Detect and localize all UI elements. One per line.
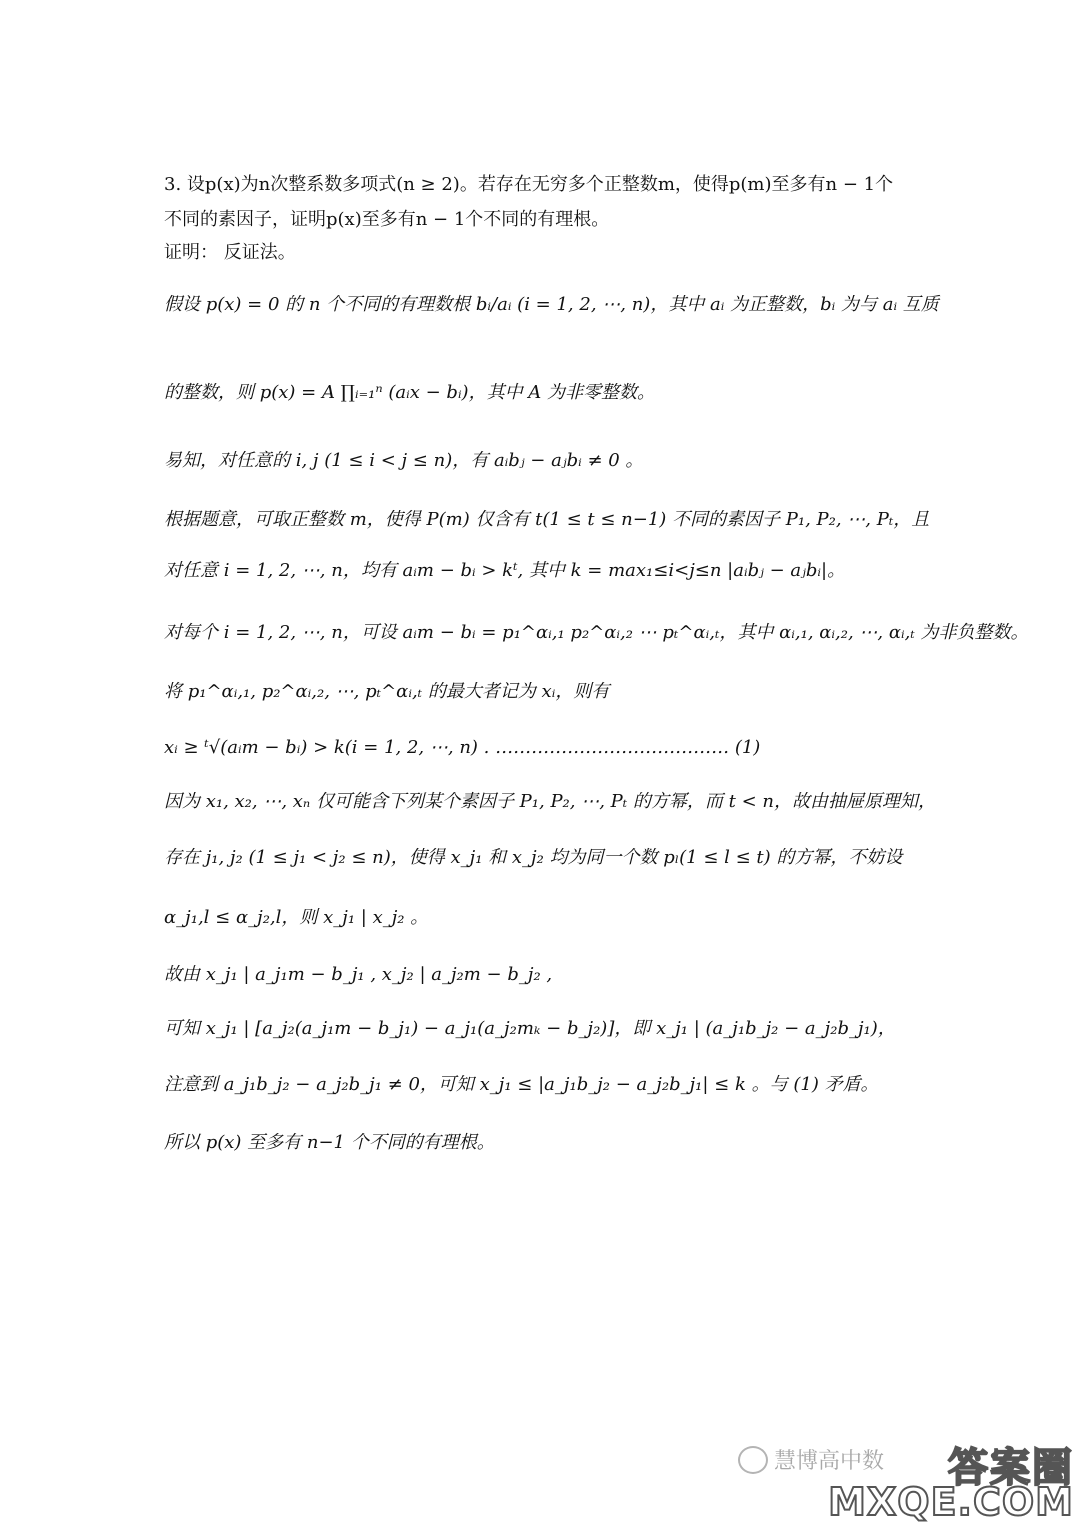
problem-statement-line-1: 3. 设p(x)为n次整系数多项式(n ≥ 2)。若存在无穷多个正整数m，使得p(m)至多有n − 1个 [164, 174, 894, 195]
proof-line-bound: 对任意 i = 1, 2, ⋯, n，均有 aᵢm − bᵢ > kᵗ, 其中 k = max₁≤i<j≤n |aᵢbⱼ − aⱼbᵢ|。 [164, 560, 846, 581]
proof-line-inequality-1: xᵢ ≥ ᵗ√(aᵢm − bᵢ) > k(i = 1, 2, ⋯, n) . ………………………………… (1) [164, 737, 761, 758]
proof-line-max: 将 p₁^αᵢ,₁, p₂^αᵢ,₂, ⋯, pₜ^αᵢ,ₜ 的最大者记为 xᵢ，则有 [164, 681, 610, 702]
watermark-url: MXQE.COM [828, 1480, 1074, 1524]
proof-line-hence: 故由 x_j₁ | a_j₁m − b_j₁ , x_j₂ | a_j₂m − b_j₂ , [164, 964, 553, 985]
proof-line-divides: α_j₁,l ≤ α_j₂,l，则 x_j₁ | x_j₂ 。 [164, 907, 429, 928]
proof-line-exists: 存在 j₁, j₂ (1 ≤ j₁ < j₂ ≤ n)，使得 x_j₁ 和 x_j₂ 均为同一个数 pₗ(1 ≤ l ≤ t) 的方幂，不妨设 [164, 847, 903, 868]
proof-line-know: 可知 x_j₁ | [a_j₂(a_j₁m − b_j₁) − a_j₁(a_j₂mₖ − b_j₂)]，即 x_j₁ | (a_j₁b_j₂ − a_j₂b_j₁)， [164, 1018, 896, 1039]
proof-line-nonzero: 易知，对任意的 i, j (1 ≤ i < j ≤ n)，有 aᵢbⱼ − aⱼbᵢ ≠ 0 。 [164, 450, 644, 471]
proof-line-prime-factorization: 对每个 i = 1, 2, ⋯, n，可设 aᵢm − bᵢ = p₁^αᵢ,₁ p₂^αᵢ,₂ ⋯ pₜ^αᵢ,ₜ，其中 αᵢ,₁, αᵢ,₂, ⋯, αᵢ,ₜ 为非负整数。 [164, 622, 1029, 643]
watermark-logo: 答案圈 [948, 1445, 1074, 1491]
proof-line-contradiction: 注意到 a_j₁b_j₂ − a_j₂b_j₁ ≠ 0，可知 x_j₁ ≤ |a_j₁b_j₂ − a_j₂b_j₁| ≤ k 。与 (1) 矛盾。 [164, 1074, 879, 1095]
watermark-text: 慧博高中数 [774, 1449, 885, 1474]
proof-line-choose-m: 根据题意，可取正整数 m，使得 P(m) 仅含有 t(1 ≤ t ≤ n−1) 不同的素因子 P₁, P₂, ⋯, Pₜ，且 [164, 509, 930, 530]
proof-line-factorization: 的整数，则 p(x) = A ∏ᵢ₌₁ⁿ (aᵢx − bᵢ)，其中 A 为非零整数。 [164, 382, 656, 403]
proof-line-assume: 假设 p(x) = 0 的 n 个不同的有理数根 bᵢ/aᵢ (i = 1, 2, ⋯, n)，其中 aᵢ 为正整数，bᵢ 为与 aᵢ 互质 [164, 294, 939, 315]
problem-statement-line-2: 不同的素因子，证明p(x)至多有n − 1个不同的有理根。 [164, 209, 610, 230]
proof-line-pigeonhole: 因为 x₁, x₂, ⋯, xₙ 仅可能含下列某个素因子 P₁, P₂, ⋯, Pₜ 的方幂，而 t < n，故由抽屉原理知， [164, 791, 937, 812]
watermark [738, 1436, 1080, 1527]
proof-conclusion: 所以 p(x) 至多有 n−1 个不同的有理根。 [164, 1132, 495, 1153]
wechat-icon [738, 1446, 768, 1474]
proof-heading: 证明： 反证法。 [164, 242, 296, 263]
